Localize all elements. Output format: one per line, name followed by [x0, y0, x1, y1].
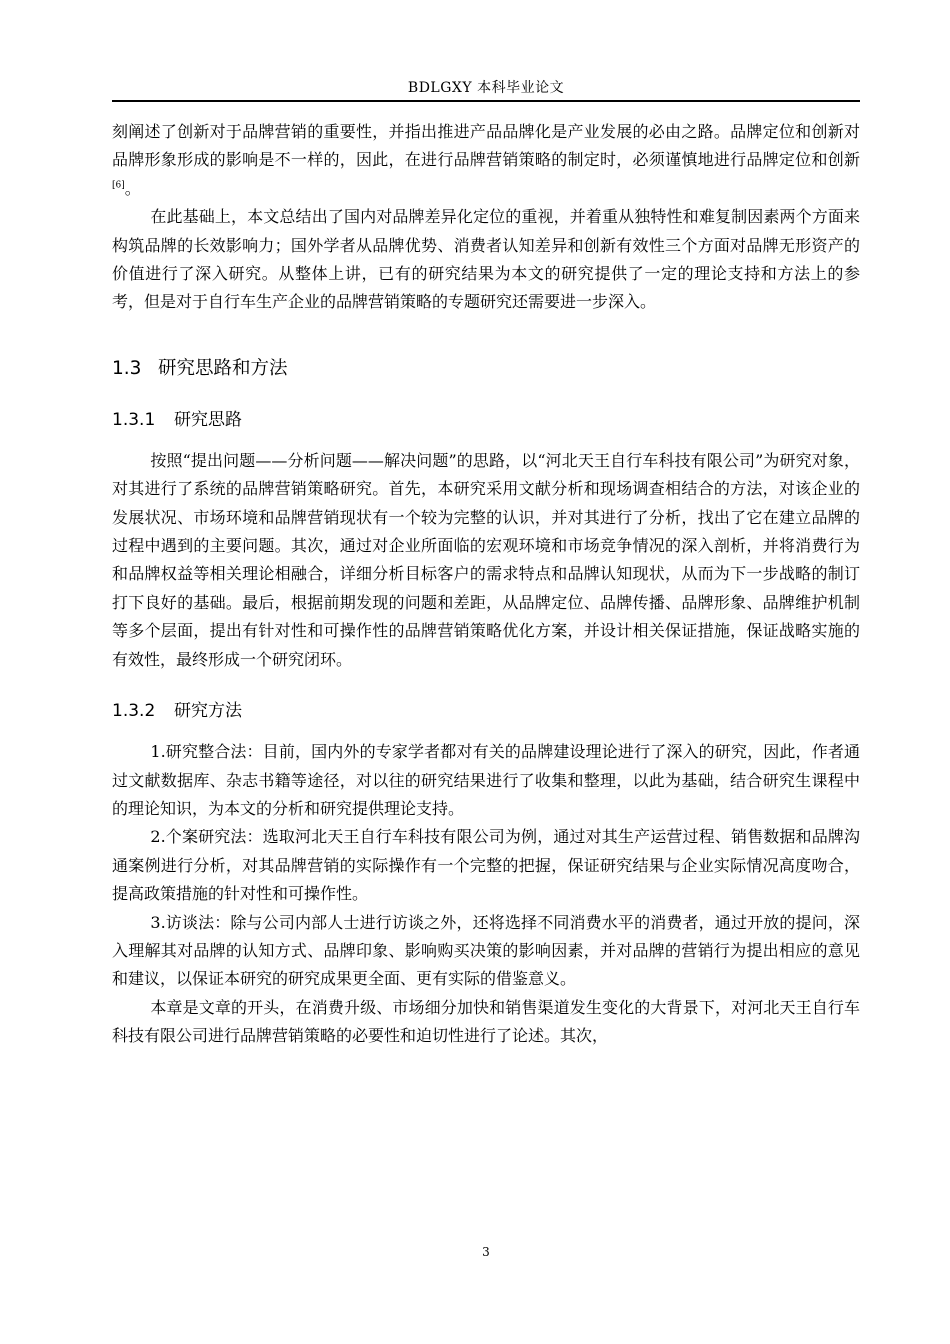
paragraph-chapter-summary: 本章是文章的开头，在消费升级、市场细分加快和销售渠道发生变化的大背景下，对河北天王自行车科技有限公司进行品牌营销策略的必要性和迫切性进行了论述。其次，: [112, 997, 860, 1046]
citation-ref[interactable]: [6]: [112, 180, 125, 191]
paragraph-method-2: 2.个案研究法：选取河北天王自行车科技有限公司为例，通过对其生产运营过程、销售数据和品牌沟通案例进行分析，对其品牌营销的实际操作有一个完整的把握，保证研究结果与企业实际情况高度吻合，提高政策措施的针对性和可操作性。: [112, 827, 860, 904]
section-heading-1-3: 1.3 研究思路和方法: [112, 357, 288, 379]
paragraph-method-1: 1.研究整合法：目前，国内外的专家学者都对有关的品牌建设理论进行了深入的研究，因此，作者通过文献数据库、杂志书籍等途径，对以往的研究结果进行了收集和整理，以此为基础，结合研究生课程中的理论知识，为本文的分析和研究提供理论支持。: [112, 742, 860, 818]
running-header: BDLGXY 本科毕业论文: [407, 80, 565, 96]
paragraph-summary-review: 在此基础上，本文总结出了国内对品牌差异化定位的重视，并着重从独特性和难复制因素两个方面来构筑品牌的长效影响力；国外学者从品牌优势、消费者认知差异和创新有效性三个方面对品牌无形资产的价值进行了深入研究。从整体上讲，已有的研究结果为本文的研究提供了一定的理论支持和方法上的参考，但是对于自行车生产企业的品牌营销策略的专题研究还需要进一步深入。: [112, 207, 860, 312]
header-rule: [112, 100, 860, 102]
page-body: [112, 118, 860, 1051]
paragraph-method-3: 3.访谈法：除与公司内部人士进行访谈之外，还将选择不同消费水平的消费者，通过开放的提问，深入理解其对品牌的认知方式、品牌印象、影响购买决策的影响因素，并对品牌的营销行为提出相应的意见和建议，以保证本研究的研究成果更全面、更有实际的借鉴意义。: [112, 912, 860, 989]
paragraph-research-approach: 按照“提出问题——分析问题——解决问题”的思路，以“河北天王自行车科技有限公司”为研究对象，对其进行了系统的品牌营销策略研究。首先，本研究采用文献分析和现场调查相结合的方法，对该企业的发展状况、市场环境和品牌营销现状有一个较为完整的认识，并对其进行了分析，找出了它在建立品牌的过程中遇到的主要问题。其次，通过对企业所面临的宏观环境和市场竞争情况的深入剖析，并将消费行为和品牌权益等相关理论相融合，详细分析目标客户的需求特点和品牌认知现状，从而为下一步战略的制订打下良好的基础。最后，根据前期发现的问题和差距，从品牌定位、品牌传播、品牌形象、品牌维护机制等多个层面，提出有针对性和可操作性的品牌营销策略优化方案，并设计相关保证措施，保证战略实施的有效性，最终形成一个研究闭环。: [112, 450, 860, 669]
page-number: 3: [482, 1245, 490, 1259]
section-heading-1-3-1: 1.3.1 研究思路: [112, 409, 242, 430]
paragraph-continued: 刻阐述了创新对于品牌营销的重要性，并指出推进产品品牌化是产业发展的必由之路。品牌定位和创新对品牌形象形成的影响是不一样的，因此，在进行品牌营销策略的制定时，必须谨慎地进行品牌定位和创新[6]。: [112, 122, 860, 198]
section-heading-1-3-2: 1.3.2 研究方法: [112, 701, 242, 722]
